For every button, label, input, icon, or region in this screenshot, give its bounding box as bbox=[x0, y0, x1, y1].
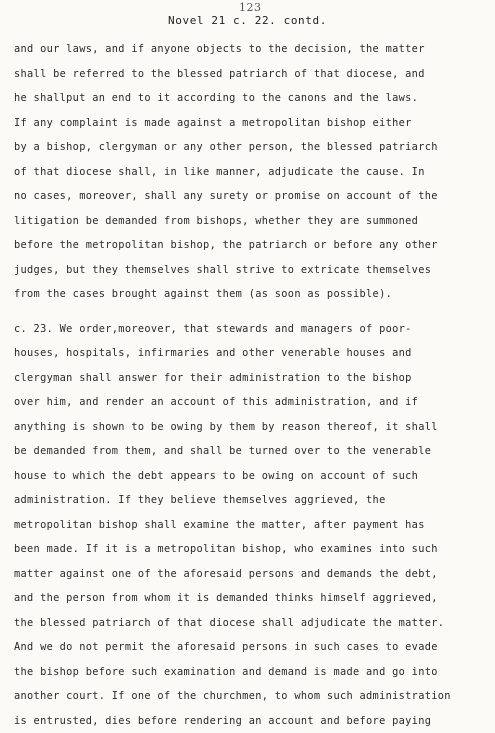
text-line: matter against one of the aforesaid persons and demands the debt, bbox=[14, 562, 494, 587]
text-line: anything is shown to be owing by them by reason thereof, it shall bbox=[14, 415, 494, 440]
text-line: been made. If it is a metropolitan bishop, who examines into such bbox=[14, 537, 494, 562]
body-text bbox=[14, 37, 494, 733]
text-line: the bishop before such examination and demand is made and go into bbox=[14, 660, 494, 685]
text-line: of that diocese shall, in like manner, adjudicate the cause. In bbox=[14, 160, 494, 185]
paragraph-chapter-23 bbox=[14, 317, 494, 733]
text-line: is entrusted, dies before rendering an account and before paying bbox=[14, 709, 494, 733]
text-line: another court. If one of the churchmen, to whom such administration bbox=[14, 684, 494, 709]
text-line: no cases, moreover, shall any surety or promise on account of the bbox=[14, 184, 494, 209]
text-line: shall be referred to the blessed patriarch of that diocese, and bbox=[14, 62, 494, 87]
text-line: from the cases brought against them (as soon as possible). bbox=[14, 282, 494, 307]
paragraph-continuation bbox=[14, 37, 494, 307]
text-line: over him, and render an account of this administration, and if bbox=[14, 390, 494, 415]
text-line: and our laws, and if anyone objects to the decision, the matter bbox=[14, 37, 494, 62]
page-number: 123 bbox=[239, 1, 262, 14]
text-line: administration. If they believe themselves aggrieved, the bbox=[14, 488, 494, 513]
text-line: be demanded from them, and shall be turned over to the venerable bbox=[14, 439, 494, 464]
text-line: clergyman shall answer for their administration to the bishop bbox=[14, 366, 494, 391]
text-line: c. 23. We order,moreover, that stewards and managers of poor- bbox=[14, 317, 494, 342]
text-line: and the person from whom it is demanded thinks himself aggrieved, bbox=[14, 586, 494, 611]
text-line: If any complaint is made against a metropolitan bishop either bbox=[14, 111, 494, 136]
text-line: litigation be demanded from bishops, whether they are summoned bbox=[14, 209, 494, 234]
text-line: And we do not permit the aforesaid persons in such cases to evade bbox=[14, 635, 494, 660]
page-header: Novel 21 c. 22. contd. bbox=[0, 14, 495, 27]
text-line: judges, but they themselves shall strive to extricate themselves bbox=[14, 258, 494, 283]
paragraph-gap bbox=[14, 307, 494, 317]
text-line: he shallput an end to it according to the canons and the laws. bbox=[14, 86, 494, 111]
text-line: the blessed patriarch of that diocese shall adjudicate the matter. bbox=[14, 611, 494, 636]
text-line: before the metropolitan bishop, the patriarch or before any other bbox=[14, 233, 494, 258]
text-line: houses, hospitals, infirmaries and other venerable houses and bbox=[14, 341, 494, 366]
text-line: house to which the debt appears to be owing on account of such bbox=[14, 464, 494, 489]
text-line: metropolitan bishop shall examine the matter, after payment has bbox=[14, 513, 494, 538]
text-line: by a bishop, clergyman or any other person, the blessed patriarch bbox=[14, 135, 494, 160]
